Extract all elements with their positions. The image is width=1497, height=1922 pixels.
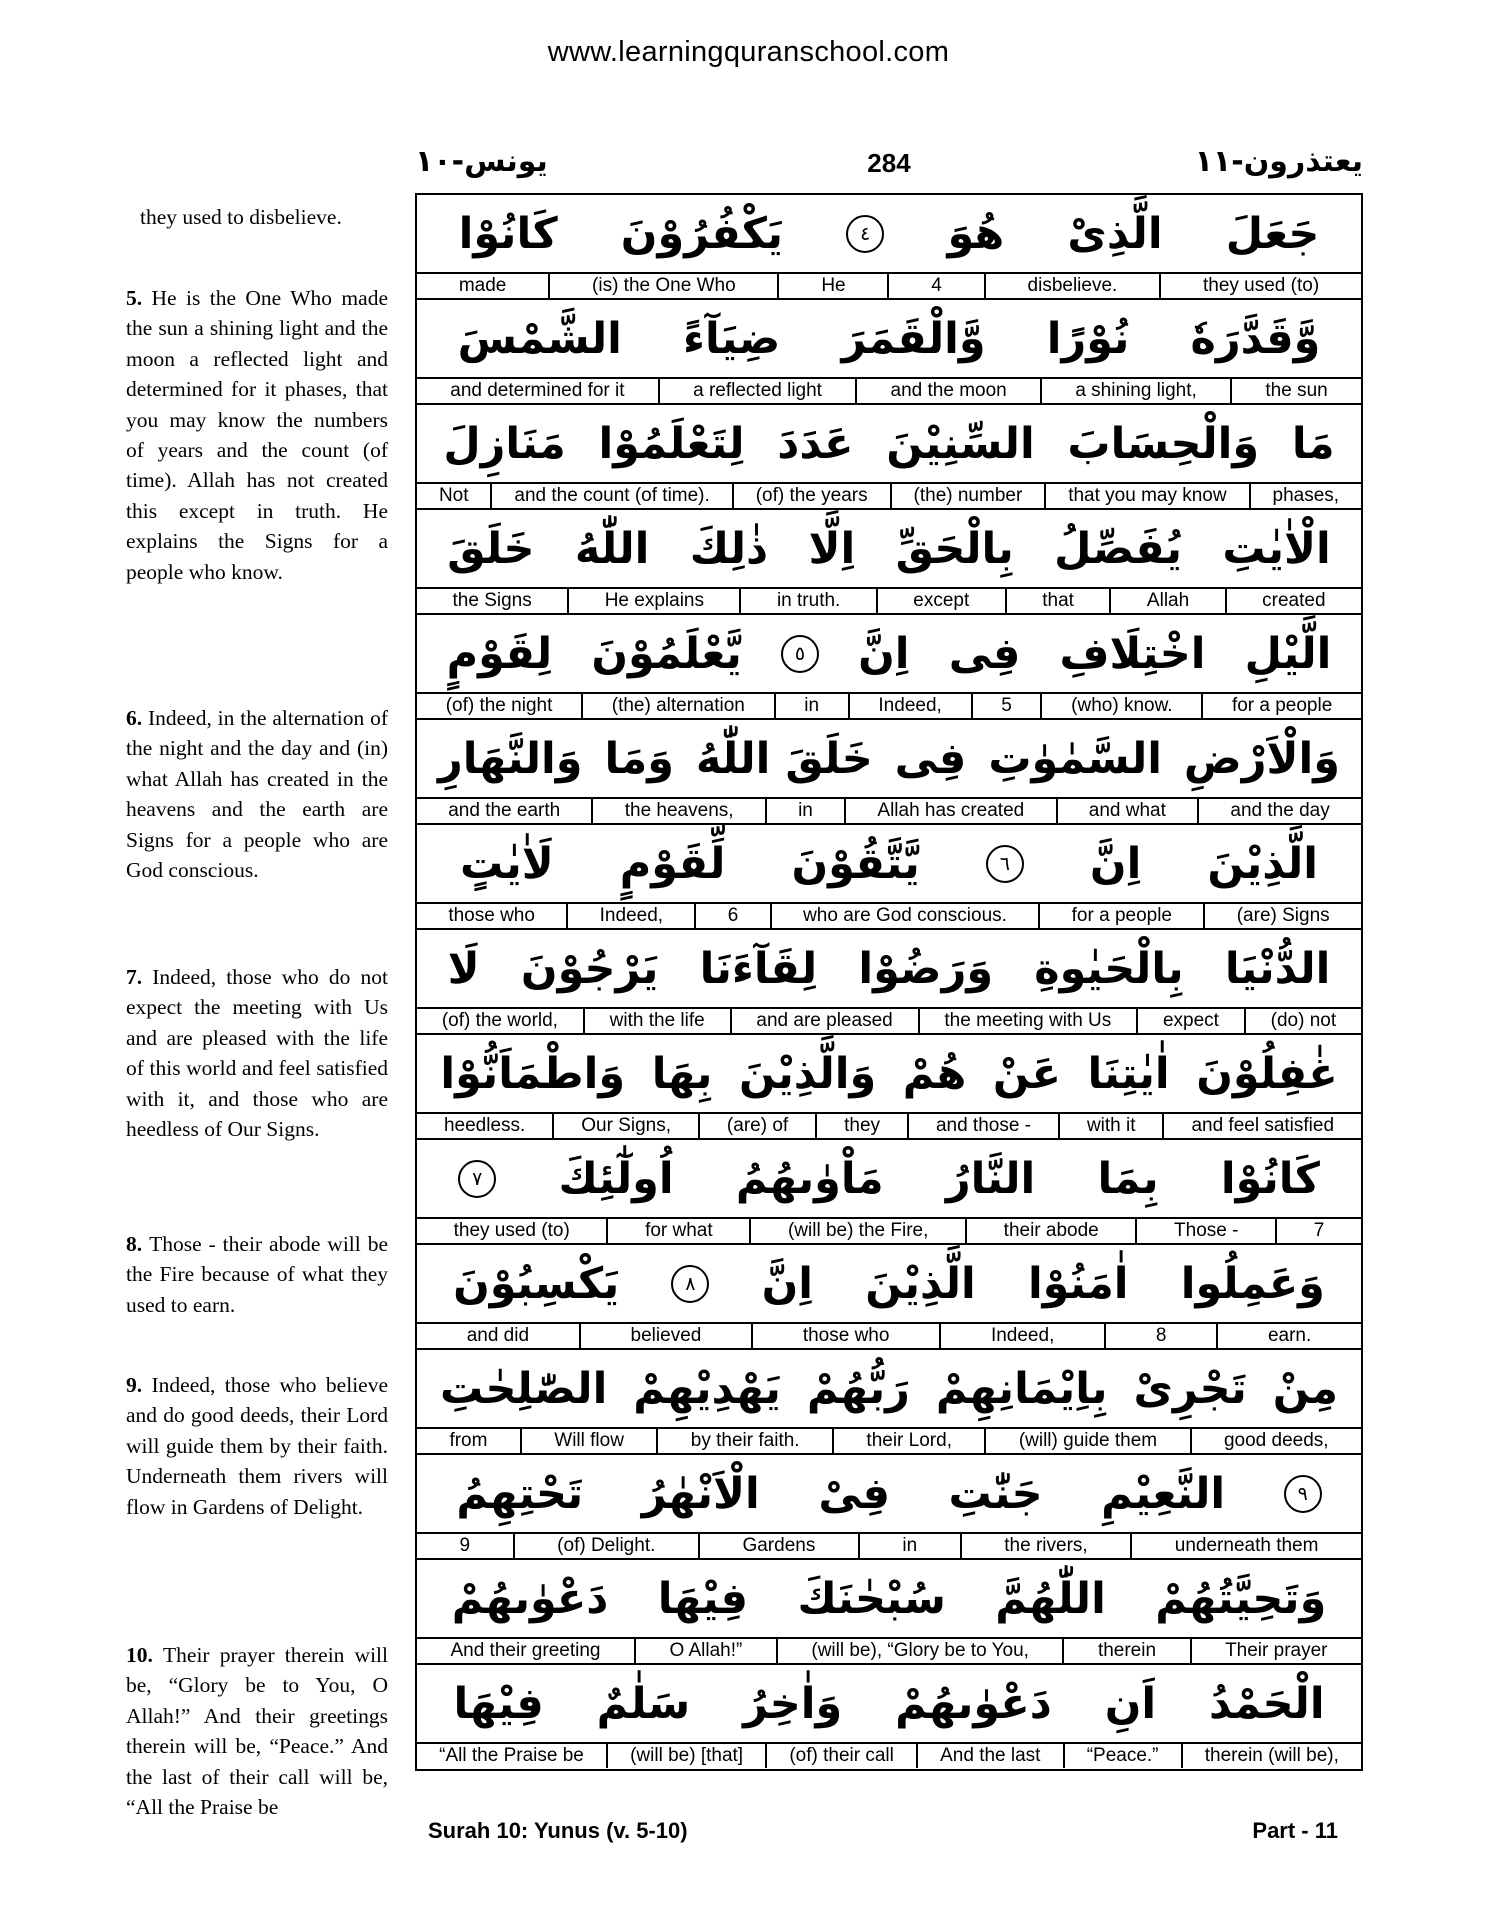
english-gloss: Gardens bbox=[698, 1534, 858, 1558]
arabic-word: تَجْرِىْ bbox=[1133, 1363, 1247, 1414]
arabic-line bbox=[417, 615, 1361, 694]
english-gloss: and what bbox=[1056, 799, 1198, 823]
english-gloss: 6 bbox=[694, 904, 769, 928]
english-line bbox=[417, 799, 1361, 823]
verse-text: Indeed, in the alternation of the night and the day and (in) what Allah has created in the heavens and the earth are Signs for a people who are God conscious. bbox=[126, 706, 389, 883]
english-gloss: 4 bbox=[887, 274, 983, 298]
grid-row bbox=[417, 720, 1361, 825]
english-gloss: therein (will be), bbox=[1181, 1744, 1361, 1768]
grid-row bbox=[417, 1035, 1361, 1140]
arabic-word: النَّارُ bbox=[945, 1153, 1036, 1204]
english-gloss: Indeed, bbox=[566, 904, 694, 928]
arabic-word: نُوْرًا bbox=[1046, 313, 1130, 364]
english-gloss: O Allah!” bbox=[634, 1639, 776, 1663]
arabic-word: بِالْحَقِّ bbox=[895, 523, 1014, 574]
arabic-word: ذٰلِكَ bbox=[689, 523, 769, 574]
arabic-word: وَاٰخِرُ bbox=[743, 1678, 843, 1729]
english-gloss: He explains bbox=[567, 589, 739, 613]
arabic-word: اَنِ bbox=[1104, 1678, 1157, 1729]
english-gloss: Not bbox=[438, 485, 469, 506]
arabic-word: الشَّمْسَ bbox=[457, 313, 622, 364]
arabic-word: يَّتَّقُوْنَ bbox=[791, 838, 920, 889]
english-gloss: their abode bbox=[965, 1219, 1135, 1243]
english-gloss: and the day bbox=[1197, 799, 1361, 823]
english-gloss: Indeed, bbox=[939, 1324, 1104, 1348]
verse-translation bbox=[126, 1640, 388, 1822]
english-gloss: (do) not bbox=[1244, 1009, 1361, 1033]
english-gloss: expect bbox=[1136, 1009, 1244, 1033]
verse-number: 5. bbox=[126, 286, 152, 310]
arabic-word: الَّيْلِ bbox=[1244, 628, 1332, 679]
english-gloss: (is) the One Who bbox=[548, 274, 777, 298]
arabic-word: دَعْوٰىهُمْ bbox=[895, 1678, 1052, 1729]
english-gloss: from bbox=[449, 1430, 488, 1451]
english-gloss: (the) alternation bbox=[581, 694, 773, 718]
arabic-word: لَاٰيٰتٍ bbox=[460, 838, 554, 889]
arabic-word: عَدَدَ bbox=[777, 418, 854, 469]
arabic-line bbox=[417, 1455, 1361, 1534]
arabic-line bbox=[417, 195, 1361, 274]
english-gloss: their Lord, bbox=[832, 1429, 984, 1453]
english-gloss: Those - bbox=[1135, 1219, 1275, 1243]
verse-number: 9. bbox=[126, 1373, 152, 1397]
english-gloss: and the moon bbox=[855, 379, 1040, 403]
english-gloss: for a people bbox=[1038, 904, 1203, 928]
arabic-word: خَلَقَ bbox=[447, 523, 535, 574]
arabic-word: اللّٰهُمَّ bbox=[995, 1573, 1106, 1624]
arabic-line bbox=[417, 825, 1361, 904]
english-gloss: by their faith. bbox=[656, 1429, 832, 1453]
english-gloss: Allah bbox=[1109, 589, 1224, 613]
arabic-word: الْحَمْدُ bbox=[1209, 1678, 1325, 1729]
arabic-word: عَنْ bbox=[992, 1048, 1061, 1099]
arabic-word: وَرَضُوْا bbox=[858, 943, 994, 994]
english-gloss: (are) Signs bbox=[1203, 904, 1361, 928]
arabic-word: لِقَوْمٍ bbox=[446, 628, 553, 679]
arabic-line bbox=[417, 720, 1361, 799]
english-gloss: (of) the years bbox=[732, 484, 890, 508]
arabic-word: وَالْحِسَابَ bbox=[1067, 418, 1260, 469]
verse-translation bbox=[126, 283, 388, 587]
arabic-word: وَالَّذِيْنَ bbox=[738, 1048, 877, 1099]
arabic-word: مَا bbox=[1291, 418, 1335, 469]
grid-row bbox=[417, 615, 1361, 720]
arabic-word: خَلَقَ اللّٰهُ bbox=[695, 733, 873, 784]
english-gloss: and are pleased bbox=[730, 1009, 918, 1033]
arabic-word: اِنَّ bbox=[761, 1258, 814, 1309]
verse-text: Their prayer therein will be, “Glory be to You, O Allah!” And their greetings therein will be, “Peace.” And the last of their call will be, “All the Praise be bbox=[126, 1643, 389, 1820]
page-footer bbox=[428, 1818, 1338, 1848]
arabic-word: اخْتِلَافِ bbox=[1059, 628, 1206, 679]
english-gloss: (of) the world, bbox=[441, 1010, 558, 1031]
english-gloss: He bbox=[777, 274, 887, 298]
english-gloss: and determined for it bbox=[450, 380, 625, 401]
english-gloss: (the) number bbox=[890, 484, 1045, 508]
verse-translation bbox=[126, 703, 388, 885]
english-gloss: (will be) [that] bbox=[606, 1744, 765, 1768]
english-gloss: Our Signs, bbox=[552, 1114, 698, 1138]
english-line bbox=[417, 484, 1361, 508]
surah-name: يونس-١٠ bbox=[415, 144, 548, 179]
arabic-line bbox=[417, 405, 1361, 484]
arabic-word: فِيْهَا bbox=[453, 1678, 544, 1729]
english-gloss: believed bbox=[579, 1324, 751, 1348]
english-gloss: 5 bbox=[971, 694, 1041, 718]
ayah-marker: ٤ bbox=[846, 215, 884, 253]
english-gloss: disbelieve. bbox=[984, 274, 1159, 298]
english-gloss: a shining light, bbox=[1040, 379, 1230, 403]
arabic-word: مَاْوٰىهُمُ bbox=[735, 1153, 884, 1204]
arabic-word: بِالْحَيٰوةِ bbox=[1034, 943, 1184, 994]
english-gloss: and did bbox=[466, 1325, 530, 1346]
arabic-word: لِقَآءَنَا bbox=[699, 943, 818, 994]
arabic-word: فِىْ bbox=[818, 1468, 890, 1519]
arabic-word: الدُّنْيَا bbox=[1224, 943, 1331, 994]
arabic-word: وَمَا bbox=[604, 733, 674, 784]
verse-translation bbox=[126, 1370, 388, 1522]
grid-row bbox=[417, 930, 1361, 1035]
english-gloss: they used (to) bbox=[453, 1220, 570, 1241]
arabic-word: وَعَمِلُوا bbox=[1180, 1258, 1325, 1309]
arabic-word: اِلَّا bbox=[808, 523, 856, 574]
grid-row bbox=[417, 510, 1361, 615]
english-gloss: created bbox=[1225, 589, 1361, 613]
arabic-word: كَانُوْا bbox=[458, 208, 558, 259]
verse-text: they used to disbelieve. bbox=[140, 205, 342, 229]
verse-text: Indeed, those who believe and do good deeds, their Lord will guide them by their faith. Underneath them rivers will flow in Gardens of Delight. bbox=[126, 1373, 389, 1519]
arabic-word: هُوَ bbox=[947, 208, 1005, 259]
english-line bbox=[417, 1324, 1361, 1348]
arabic-word: يَّعْلَمُوْنَ bbox=[591, 628, 742, 679]
english-gloss: and those - bbox=[907, 1114, 1058, 1138]
english-gloss: (of) their call bbox=[765, 1744, 916, 1768]
english-gloss: Indeed, bbox=[848, 694, 971, 718]
english-gloss: (who) know. bbox=[1040, 694, 1201, 718]
english-gloss: heedless. bbox=[443, 1115, 526, 1136]
arabic-word: وَاطْمَاَنُّوْا bbox=[440, 1048, 626, 1099]
english-gloss: those who bbox=[751, 1324, 939, 1348]
verse-text: Indeed, those who do not expect the meeting with Us and are pleased with the life of this world and feel satisfied with it, and those who are heedless of Our Signs. bbox=[126, 965, 388, 1142]
ayah-marker: ٧ bbox=[458, 1160, 496, 1198]
arabic-word: الَّذِيْنَ bbox=[1207, 838, 1318, 889]
english-gloss: Their prayer bbox=[1190, 1639, 1361, 1663]
verse-text: He is the One Who made the sun a shining light and the moon a reflected light and determined for it phases, that you may know the numbers of years and the count (of time). Allah has not created this except in truth. He explains the Signs for a people who know. bbox=[126, 286, 388, 584]
english-gloss: the meeting with Us bbox=[918, 1009, 1137, 1033]
english-line bbox=[417, 1534, 1361, 1558]
page-header bbox=[415, 144, 1363, 186]
english-gloss: (of) the night bbox=[445, 695, 553, 716]
english-gloss: therein bbox=[1062, 1639, 1189, 1663]
english-gloss: the sun bbox=[1230, 379, 1361, 403]
english-line bbox=[417, 694, 1361, 718]
arabic-word: الصّٰلِحٰتِ bbox=[440, 1363, 608, 1414]
footer-part: Part - 11 bbox=[1252, 1818, 1338, 1843]
arabic-word: جَعَلَ bbox=[1225, 208, 1320, 259]
grid-row bbox=[417, 1350, 1361, 1455]
arabic-word: وَالْاَرْضِ bbox=[1183, 733, 1341, 784]
arabic-line bbox=[417, 1350, 1361, 1429]
arabic-word: اٰمَنُوْا bbox=[1027, 1258, 1129, 1309]
english-gloss: in bbox=[765, 799, 844, 823]
english-gloss: with the life bbox=[583, 1009, 730, 1033]
arabic-line bbox=[417, 300, 1361, 379]
grid-row bbox=[417, 300, 1361, 405]
arabic-word: يَرْجُوْنَ bbox=[520, 943, 659, 994]
english-gloss: except bbox=[876, 589, 1005, 613]
english-gloss: And their greeting bbox=[450, 1640, 601, 1661]
arabic-word: سَلٰمٌ bbox=[596, 1678, 691, 1729]
arabic-word: غٰفِلُوْنَ bbox=[1196, 1048, 1338, 1099]
english-gloss: in bbox=[858, 1534, 960, 1558]
english-line bbox=[417, 589, 1361, 613]
english-gloss: and feel satisfied bbox=[1162, 1114, 1361, 1138]
english-gloss: Allah has created bbox=[844, 799, 1055, 823]
english-gloss: the Signs bbox=[452, 590, 532, 611]
arabic-word: دَعْوٰىهُمْ bbox=[451, 1573, 609, 1624]
page-number: 284 bbox=[867, 148, 911, 178]
english-gloss: with it bbox=[1058, 1114, 1163, 1138]
grid-row bbox=[417, 1560, 1361, 1665]
english-line bbox=[417, 1639, 1361, 1663]
english-gloss: 8 bbox=[1104, 1324, 1216, 1348]
arabic-word: اٰيٰتِنَا bbox=[1087, 1048, 1170, 1099]
english-gloss: underneath them bbox=[1130, 1534, 1361, 1558]
arabic-line bbox=[417, 1140, 1361, 1219]
english-gloss: (will) guide them bbox=[984, 1429, 1189, 1453]
grid-row bbox=[417, 195, 1361, 300]
arabic-word: ضِيَآءً bbox=[683, 313, 781, 364]
english-gloss: and the count (of time). bbox=[490, 484, 731, 508]
english-line bbox=[417, 1114, 1361, 1138]
arabic-word: وَّالْقَمَرَ bbox=[841, 313, 986, 364]
english-gloss: (of) Delight. bbox=[513, 1534, 698, 1558]
grid-row bbox=[417, 405, 1361, 510]
grid-row bbox=[417, 1245, 1361, 1350]
grid-row bbox=[417, 1140, 1361, 1245]
verse-translation bbox=[126, 1229, 388, 1320]
arabic-word: سُبْحٰنَكَ bbox=[797, 1573, 946, 1624]
arabic-word: النَّعِيْمِ bbox=[1101, 1468, 1226, 1519]
english-gloss: for a people bbox=[1201, 694, 1361, 718]
arabic-word: فِى bbox=[948, 628, 1021, 679]
arabic-word: لَا bbox=[447, 943, 480, 994]
ayah-marker: ٥ bbox=[781, 635, 819, 673]
verse-number: 10. bbox=[126, 1643, 164, 1667]
english-gloss: And the last bbox=[916, 1744, 1063, 1768]
english-gloss: 9 bbox=[459, 1535, 471, 1556]
arabic-word: مِنْ bbox=[1272, 1363, 1339, 1414]
footer-surah: Surah 10: Yunus (v. 5-10) bbox=[428, 1818, 688, 1843]
english-gloss: the heavens, bbox=[591, 799, 764, 823]
arabic-word: تَحْتِهِمُ bbox=[456, 1468, 584, 1519]
ayah-marker: ٩ bbox=[1284, 1475, 1322, 1513]
english-gloss: 7 bbox=[1275, 1219, 1361, 1243]
arabic-word: فِيْهَا bbox=[657, 1573, 749, 1624]
verse-number: 8. bbox=[126, 1232, 150, 1256]
arabic-word: وَتَحِيَّتُهُمْ bbox=[1155, 1573, 1327, 1624]
grid-row bbox=[417, 825, 1361, 930]
arabic-word: اُولٰٓئِكَ bbox=[558, 1153, 674, 1204]
arabic-word: اِنَّ bbox=[858, 628, 910, 679]
english-line bbox=[417, 1009, 1361, 1033]
arabic-line bbox=[417, 510, 1361, 589]
english-line bbox=[417, 379, 1361, 403]
arabic-word: الَّذِىْ bbox=[1067, 208, 1163, 259]
english-gloss: that you may know bbox=[1044, 484, 1248, 508]
english-gloss: good deeds, bbox=[1190, 1429, 1361, 1453]
english-gloss: for what bbox=[606, 1219, 749, 1243]
english-gloss: made bbox=[458, 275, 507, 296]
arabic-word: فِى bbox=[894, 733, 967, 784]
arabic-word: هُمْ bbox=[902, 1048, 967, 1099]
verse-translation bbox=[140, 202, 402, 232]
english-gloss: Will flow bbox=[520, 1429, 657, 1453]
arabic-word: بِاِيْمَانِهِمْ bbox=[935, 1363, 1108, 1414]
arabic-word: لِّقَوْمٍ bbox=[619, 838, 726, 889]
juz-name: يعتذرون-١١ bbox=[1194, 144, 1363, 179]
arabic-word: السَّمٰوٰتِ bbox=[988, 733, 1162, 784]
english-gloss: phases, bbox=[1249, 484, 1361, 508]
english-gloss: (will be), “Glory be to You, bbox=[776, 1639, 1063, 1663]
english-gloss: the rivers, bbox=[960, 1534, 1131, 1558]
arabic-line bbox=[417, 930, 1361, 1009]
arabic-line bbox=[417, 1560, 1361, 1639]
english-line bbox=[417, 1219, 1361, 1243]
english-gloss: (will be) the Fire, bbox=[749, 1219, 965, 1243]
english-gloss: “All the Praise be bbox=[439, 1745, 584, 1766]
arabic-word: يُفَصِّلُ bbox=[1054, 523, 1182, 574]
verse-translation bbox=[126, 962, 388, 1144]
english-gloss: in bbox=[774, 694, 848, 718]
english-gloss: “Peace.” bbox=[1063, 1744, 1181, 1768]
ayah-marker: ٦ bbox=[986, 845, 1024, 883]
arabic-word: لِتَعْلَمُوْا bbox=[598, 418, 745, 469]
arabic-line bbox=[417, 1665, 1361, 1744]
english-line bbox=[417, 1744, 1361, 1768]
arabic-word: يَهْدِيْهِمْ bbox=[633, 1363, 781, 1414]
arabic-word: وَّقَدَّرَهٗ bbox=[1190, 313, 1321, 364]
grid-row bbox=[417, 1455, 1361, 1560]
arabic-word: السِّنِيْنَ bbox=[886, 418, 1035, 469]
arabic-word: كَانُوْا bbox=[1220, 1153, 1320, 1204]
verse-number: 7. bbox=[126, 965, 153, 989]
verse-text: Those - their abode will be the Fire because of what they used to earn. bbox=[126, 1232, 388, 1317]
english-gloss: earn. bbox=[1216, 1324, 1361, 1348]
word-by-word-grid bbox=[415, 193, 1363, 1771]
english-line bbox=[417, 904, 1361, 928]
arabic-word: اللّٰهُ bbox=[574, 523, 650, 574]
english-gloss: those who bbox=[448, 905, 535, 926]
arabic-line bbox=[417, 1035, 1361, 1114]
site-url: www.learningquranschool.com bbox=[547, 36, 950, 68]
arabic-word: بِمَا bbox=[1097, 1153, 1159, 1204]
arabic-word: رَبُّهُمْ bbox=[806, 1363, 910, 1414]
grid-row bbox=[417, 1665, 1361, 1769]
arabic-word: الْاٰيٰتِ bbox=[1222, 523, 1331, 574]
arabic-word: بِهَا bbox=[651, 1048, 713, 1099]
english-line bbox=[417, 1429, 1361, 1453]
arabic-word: وَالنَّهَارِ bbox=[438, 733, 583, 784]
english-gloss: they used (to) bbox=[1159, 274, 1361, 298]
arabic-line bbox=[417, 1245, 1361, 1324]
arabic-word: يَكْفُرُوْنَ bbox=[620, 208, 784, 259]
verse-number: 6. bbox=[126, 706, 148, 730]
english-gloss: they bbox=[815, 1114, 907, 1138]
english-gloss: (are) of bbox=[698, 1114, 815, 1138]
arabic-word: الَّذِيْنَ bbox=[865, 1258, 976, 1309]
arabic-word: اِنَّ bbox=[1089, 838, 1142, 889]
arabic-word: مَنَازِلَ bbox=[443, 418, 566, 469]
english-gloss: that bbox=[1005, 589, 1110, 613]
english-gloss: a reflected light bbox=[658, 379, 855, 403]
arabic-word: الْاَنْهٰرُ bbox=[641, 1468, 760, 1519]
english-gloss: and the earth bbox=[448, 800, 561, 821]
arabic-word: يَكْسِبُوْنَ bbox=[453, 1258, 620, 1309]
english-gloss: who are God conscious. bbox=[770, 904, 1039, 928]
ayah-marker: ٨ bbox=[671, 1265, 709, 1303]
arabic-word: جَنّٰتِ bbox=[948, 1468, 1043, 1519]
english-line bbox=[417, 274, 1361, 298]
english-gloss: in truth. bbox=[739, 589, 875, 613]
